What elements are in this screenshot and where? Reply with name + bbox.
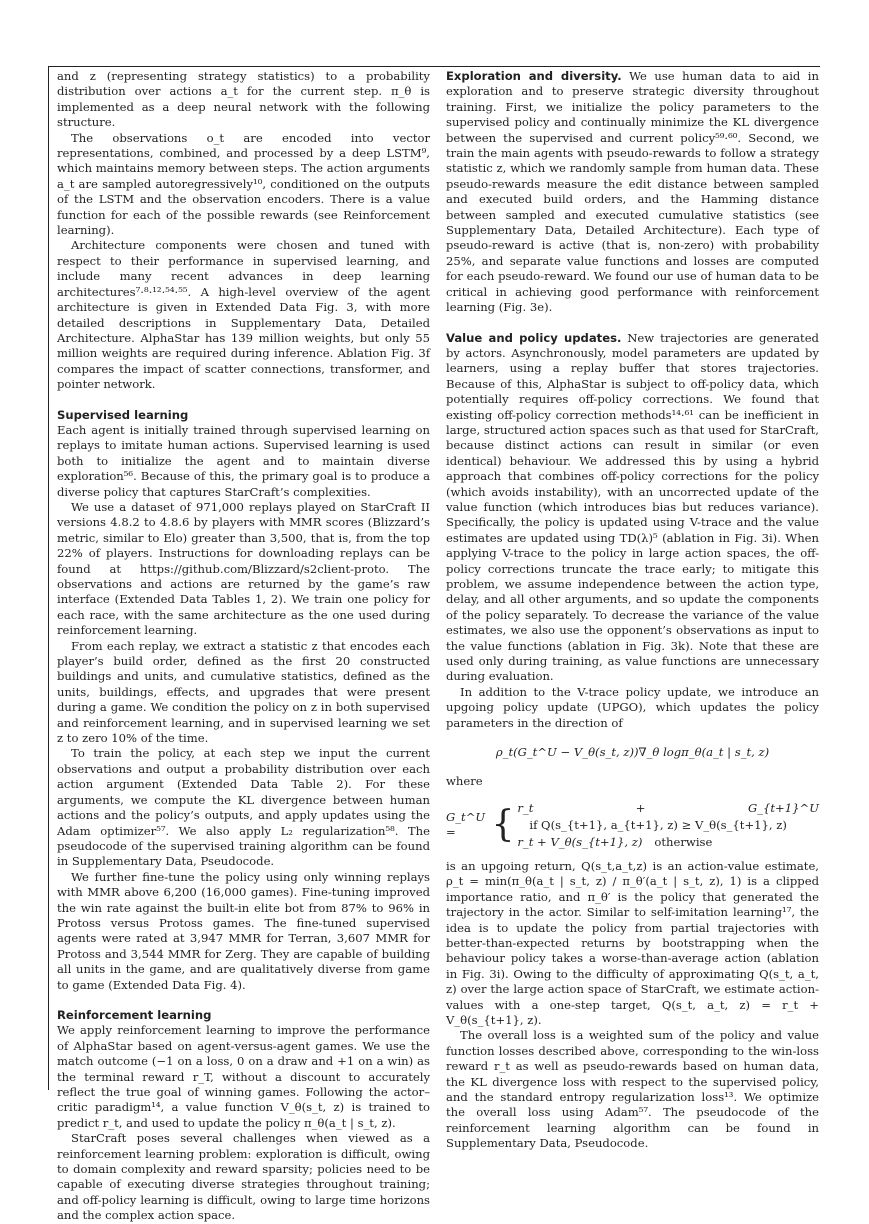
paragraph: and z (representing strategy statistics) to a probability distribution over actions a_t for the current step. π_θ is implemented as a deep neural network with the following structure. [57, 69, 430, 130]
paragraph: We further fine-tune the policy using only winning replays with MMR above 6,200 (16,000 games). Fine-tuning improved the win rate against the built-in elite bot from 87% to 96% in Protoss versus Protoss games. The fine-tuned supervised agents were rated at 3,947 MMR for Terran, 3,607 MMR for Protoss and 3,544 MMR for Zerg. They are capable of building all units in the game, and are qualitatively diverse from game to game (Extended Data Fig. 4). [57, 869, 430, 992]
runin-heading-exploration: Exploration and diversity. [446, 69, 622, 83]
equation-upgo: ρ_t(G_t^U − V_θ(s_t, z))∇_θ logπ_θ(a_t | s_t, z) [495, 745, 770, 760]
paragraph [446, 69, 819, 316]
equation-lhs: G_t^U = [446, 809, 486, 840]
paragraph: Architecture components were chosen and tuned with respect to their performance in supervised learning, and include many recent advances in deep learning architectures⁷·⁸·¹²·⁵⁴·⁵⁵. A high-level overview of the agent architecture is given in Extended Data Fig. 3, with more detailed descriptions in Supplementary Data, Detailed Architecture. AlphaStar has 139 million weights, but only 55 million weights are required during inference. Ablation Fig. 3f compares the impact of scatter connections, transformer, and pointer network. [57, 238, 430, 392]
paragraph: Each agent is initially trained through supervised learning on replays to imitate human actions. Supervised learning is used both to initialize the agent and to maintain diverse exploration⁵⁶. Because of this, the primary goal is to produce a diverse policy that captures StarCraft’s complexities. [57, 422, 430, 499]
case-condition: otherwise [654, 834, 713, 849]
paragraph: is an upgoing return, Q(s_t,a_t,z) is an action-value estimate, ρ_t = min(π_θ(a_t | s_t, z) / π_θ′(a_t | s_t, z), 1) is a clipped importance ratio, and π_θ′ is the policy that generated the trajectory in the actor. Similar to self-imitation learning¹⁷, the idea is to update the policy from partial trajectories with better-than-expected returns by bootstrapping when the behaviour policy takes a worse-than-average action (ablation in Fig. 3i). Owing to the difficulty of approximating Q(s_t, a_t, z) over the large action space of StarCraft, we estimate action-values with a one-step target, Q(s_t, a_t, z) = r_t + V_θ(s_{t+1}, z). [446, 858, 819, 1027]
paragraph: We apply reinforcement learning to improve the performance of AlphaStar based on agent-versus-agent games. We use the match outcome (−1 on a loss, 0 on a draw and +1 on a win) as the terminal reward r_T, without a discount to accurately reflect the true goal of winning games. Following the actor–critic paradigm¹⁴, a value function V_θ(s_t, z) is trained to predict r_t, and used to update the policy π_θ(a_t | s_t, z). [57, 1023, 430, 1130]
top-rule [48, 66, 820, 67]
section-heading-reinforcement: Reinforcement learning [57, 1007, 212, 1022]
case-expr: r_t + V_θ(s_{t+1}, z) [517, 834, 643, 849]
paragraph: The observations o_t are encoded into vector representations, combined, and processed by a deep LSTM⁹, which maintains memory between steps. The action arguments a_t are sampled autoregressively¹⁰, conditioned on the outputs of the LSTM and the observation encoders. There is a value function for each of the possible rewards (see Reinforcement learning). [57, 130, 430, 238]
paragraph [446, 331, 819, 685]
paragraph: where [446, 774, 483, 789]
equation-upgoing-return [446, 800, 819, 851]
section-heading-supervised: Supervised learning [57, 407, 189, 422]
paragraph: We use a dataset of 971,000 replays played on StarCraft II versions 4.8.2 to 4.8.6 by players with MMR scores (Blizzard’s metric, similar to Elo) greater than 3,500, that is, from the top 22% of players. Instructions for downloading replays can be found at https://github.com/Blizzard/s2client-proto. The observations and actions are returned by the game’s raw interface (Extended Data Tables 1, 2). We train one policy for each race, with the same architecture as the one used during reinforcement learning. [57, 499, 430, 638]
paragraph-text: We use human data to aid in exploration and to preserve strategic diversity throughout training. First, we initialize the policy parameters to the supervised policy and continually minimize the KL divergence between the supervised and current policy⁵⁹·⁶⁰. Second, we train the main agents with pseudo-rewards to follow a strategy statistic z, which we randomly sample from human data. These pseudo-rewards measure the edit distance between sampled and executed build orders, and the Hamming distance between sampled and executed cumulative statistics (see Supplementary Data, Detailed Architecture). Each type of pseudo-reward is active (that is, non-zero) with probability 25%, and separate value functions and losses are computed for each pseudo-reward. We found our use of human data to be critical in achieving good performance with reinforcement learning (Fig. 3e). [446, 69, 819, 315]
brace: { [491, 804, 515, 846]
paragraph: From each replay, we extract a statistic z that encodes each player’s build order, defined as the first 20 constructed buildings and units, and cumulative statistics, defined as the units, buildings, effects, and upgrades that were present during a game. We condition the policy on z in both supervised and reinforcement learning, and in supervised learning we set z to zero 10% of the time. [57, 638, 430, 746]
case-expr: r_t + G_{t+1}^U [517, 800, 819, 815]
column-rule [48, 66, 49, 1090]
runin-heading-value-policy: Value and policy updates. [446, 330, 622, 345]
equation-cases [517, 800, 819, 851]
paragraph: To train the policy, at each step we input the current observations and output a probability distribution over each action argument (Extended Data Table 2). For these arguments, we compute the KL divergence between human actions and the policy’s outputs, and apply updates using the Adam optimizer⁵⁷. We also apply L₂ regularization⁵⁸. The pseudocode of the supervised training algorithm can be found in Supplementary Data, Pseudocode. [57, 746, 430, 869]
paragraph: The overall loss is a weighted sum of the policy and value function losses described above, corresponding to the win-loss reward r_t as well as pseudo-rewards based on human data, the KL divergence loss with respect to the supervised policy, and the standard entropy regularization loss¹³. We optimize the overall loss using Adam⁵⁷. The pseudocode of the reinforcement learning algorithm can be found in Supplementary Data, Pseudocode. [446, 1028, 819, 1151]
paragraph: In addition to the V-trace policy update, we introduce an upgoing policy update (UPGO), which updates the policy parameters in the direction of [446, 684, 819, 730]
left-column [57, 69, 430, 1224]
right-column [446, 69, 819, 1152]
paragraph: StarCraft poses several challenges when viewed as a reinforcement learning problem: exploration is difficult, owing to domain complexity and reward sparsity; policies need to be capable of executing diverse strategies throughout training; and off-policy learning is difficult, owing to large time horizons and the complex action space. [57, 1131, 430, 1223]
paragraph-text: New trajectories are generated by actors. Asynchronously, model parameters are updated by learners, using a replay buffer that stores trajectories. Because of this, AlphaStar is subject to off-policy data, which potentially requires off-policy corrections. We found that existing off-policy correction methods¹⁴·⁶¹ can be inefficient in large, structured action spaces such as that used for StarCraft, because distinct actions can result in similar (or even identical) behaviour. We addressed this by using a hybrid approach that combines off-policy corrections for the policy (which avoids instability), with an uncorrected update of the value function (which introduces bias but reduces variance). Specifically, the policy is updated using V-trace and the value estimates are updated using TD(λ)⁵ (ablation in Fig. 3i). When applying V-trace to the policy in large action spaces, the off-policy corrections truncate the trace early; to mitigate this problem, we assume independence between the action type, delay, and all other arguments, and so update the components of the policy separately. To decrease the variance of the value estimates, we also use the opponent’s observations as input to the value functions (ablation in Fig. 3k). Note that these are used only during training, as value functions are unnecessary during evaluation. [446, 330, 819, 684]
case-condition: if Q(s_{t+1}, a_{t+1}, z) ≥ V_θ(s_{t+1}, z) [529, 817, 787, 832]
